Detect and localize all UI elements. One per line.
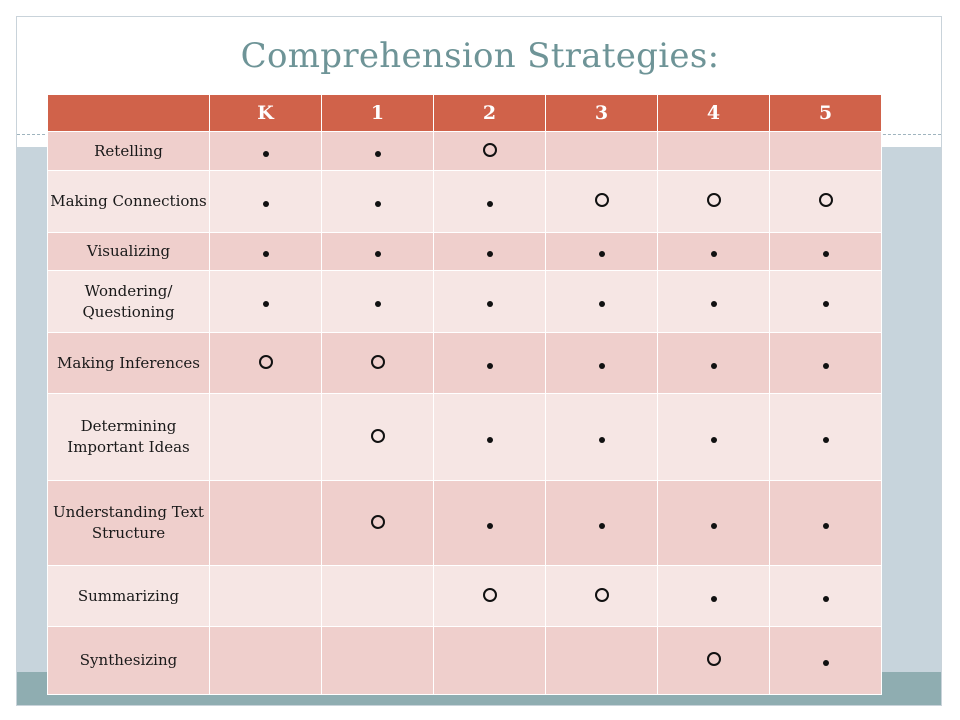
bullet-dot-icon [711,363,717,369]
grade-cell [770,132,882,171]
bullet-dot-icon [823,301,829,307]
grade-cell [658,271,770,333]
bullet-dot-icon [823,596,829,602]
bullet-dot-icon [263,251,269,257]
strategy-label: Visualizing [48,233,210,271]
bullet-dot-icon [599,437,605,443]
grade-cell [546,132,658,171]
grade-cell [434,233,546,271]
grade-cell [210,394,322,481]
grade-cell [434,566,546,627]
strategy-label: Wondering/ Questioning [48,271,210,333]
grade-cell [322,171,434,233]
open-circle-icon [707,193,721,207]
grade-cell [434,132,546,171]
grade-cell [546,171,658,233]
grade-cell [658,233,770,271]
strategy-label: Making Connections [48,171,210,233]
grade-cell [770,171,882,233]
grade-cell [322,233,434,271]
grade-cell [322,627,434,695]
grade-cell [770,481,882,566]
bullet-dot-icon [823,363,829,369]
table-row [48,481,882,566]
grade-cell [210,566,322,627]
open-circle-icon [371,429,385,443]
header-grade-2: 2 [434,95,546,132]
open-circle-icon [371,355,385,369]
strategy-label: Understanding Text Structure [48,481,210,566]
header-grade-3: 3 [546,95,658,132]
grade-cell [770,233,882,271]
grade-cell [322,566,434,627]
grade-cell [322,271,434,333]
bullet-dot-icon [823,251,829,257]
grade-cell [658,132,770,171]
grade-cell [546,394,658,481]
grade-cell [210,132,322,171]
open-circle-icon [483,588,497,602]
open-circle-icon [819,193,833,207]
bullet-dot-icon [487,201,493,207]
grade-cell [322,132,434,171]
strategy-label: Determining Important Ideas [48,394,210,481]
bullet-dot-icon [375,251,381,257]
grade-cell [658,171,770,233]
grade-cell [210,627,322,695]
bullet-dot-icon [599,523,605,529]
bullet-dot-icon [823,660,829,666]
bullet-dot-icon [263,201,269,207]
grade-cell [546,566,658,627]
grade-cell [770,394,882,481]
table-row [48,271,882,333]
strategy-label: Summarizing [48,566,210,627]
grade-cell [322,481,434,566]
table-row [48,394,882,481]
grade-cell [546,333,658,394]
bullet-dot-icon [711,596,717,602]
table-row [48,566,882,627]
open-circle-icon [595,193,609,207]
bullet-dot-icon [487,437,493,443]
table-row [48,233,882,271]
grade-cell [210,271,322,333]
grade-cell [770,627,882,695]
open-circle-icon [707,652,721,666]
decorative-band-left [17,147,47,672]
grade-cell [658,394,770,481]
grade-cell [658,627,770,695]
grade-cell [322,333,434,394]
grade-cell [210,481,322,566]
bullet-dot-icon [599,301,605,307]
grade-cell [210,233,322,271]
header-row [48,95,882,132]
bullet-dot-icon [487,363,493,369]
open-circle-icon [595,588,609,602]
open-circle-icon [483,143,497,157]
grade-cell [770,566,882,627]
bullet-dot-icon [487,251,493,257]
header-grade-4: 4 [658,95,770,132]
slide-title: Comprehension Strategies: [240,36,720,76]
bullet-dot-icon [487,301,493,307]
header-grade-1: 1 [322,95,434,132]
grade-cell [434,627,546,695]
grade-cell [770,271,882,333]
header-grade-k: K [210,95,322,132]
grade-cell [546,481,658,566]
grade-cell [434,394,546,481]
strategy-label: Synthesizing [48,627,210,695]
bullet-dot-icon [823,437,829,443]
grade-cell [658,566,770,627]
table-row [48,132,882,171]
table-row [48,627,882,695]
grade-cell [546,627,658,695]
bullet-dot-icon [263,151,269,157]
bullet-dot-icon [599,363,605,369]
strategy-label: Retelling [48,132,210,171]
bullet-dot-icon [823,523,829,529]
grade-cell [210,333,322,394]
bullet-dot-icon [375,301,381,307]
grade-cell [322,394,434,481]
open-circle-icon [259,355,273,369]
bullet-dot-icon [711,523,717,529]
bullet-dot-icon [263,301,269,307]
header-grade-5: 5 [770,95,882,132]
grade-cell [658,333,770,394]
strategies-table [47,94,882,695]
table-row [48,171,882,233]
grade-cell [434,271,546,333]
bullet-dot-icon [375,151,381,157]
grade-cell [546,233,658,271]
bullet-dot-icon [599,251,605,257]
grade-cell [546,271,658,333]
decorative-band-right [882,147,941,672]
table-row [48,333,882,394]
bullet-dot-icon [487,523,493,529]
grade-cell [770,333,882,394]
strategy-label: Making Inferences [48,333,210,394]
grade-cell [658,481,770,566]
bullet-dot-icon [711,251,717,257]
bullet-dot-icon [375,201,381,207]
open-circle-icon [371,515,385,529]
bullet-dot-icon [711,301,717,307]
grade-cell [434,481,546,566]
bullet-dot-icon [711,437,717,443]
header-corner [48,95,210,132]
grade-cell [434,333,546,394]
grade-cell [434,171,546,233]
grade-cell [210,171,322,233]
